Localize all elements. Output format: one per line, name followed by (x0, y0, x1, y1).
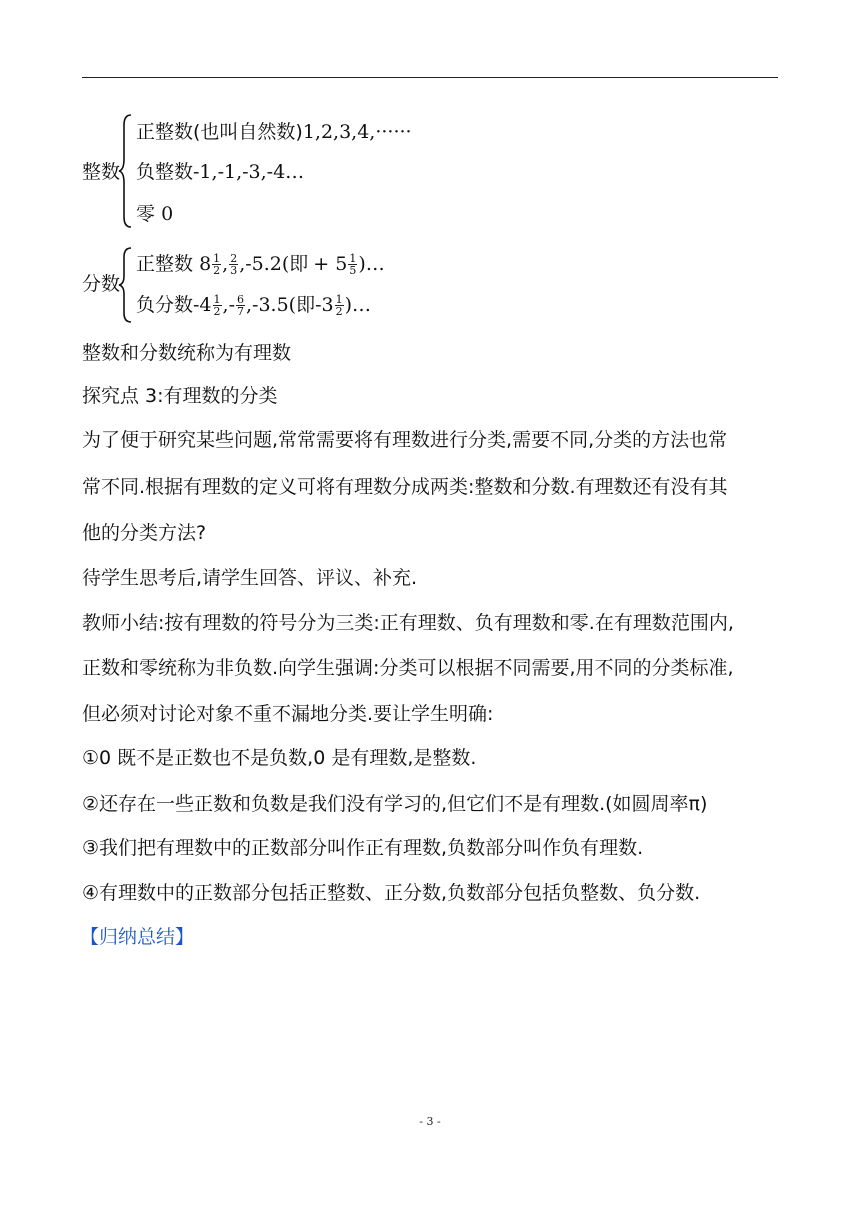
zero-value: 0 (161, 203, 174, 225)
paragraph-intro-line2: 常不同.根据有理数的定义可将有理数分成两类:整数和分数.有理数还有没有其 (82, 476, 728, 498)
positive-fraction-label: 正整数 (136, 253, 194, 275)
list-item-2: ②还存在一些正数和负数是我们没有学习的,但它们不是有理数.(如圆周率π) (82, 793, 708, 815)
negative-fraction-label: 负分数 (136, 294, 194, 316)
integers-line1 (136, 120, 412, 144)
paragraph-intro-line3: 他的分类方法? (82, 522, 207, 544)
fraction-one-half: $\frac{1}{2}$ (213, 252, 221, 277)
fractions-label: 分数 (82, 273, 121, 295)
list-item-3: ③我们把有理数中的正数部分叫作正有理数,负数部分叫作负有理数. (82, 837, 644, 859)
neg-end: )… (344, 294, 372, 316)
fractions-brace (118, 246, 132, 324)
page-number: - 3 - (419, 1115, 441, 1128)
fraction-neg-one-half: $\frac{1}{2}$ (213, 293, 221, 318)
pos-end: )… (358, 253, 385, 275)
negative-integer-label: 负整数 (136, 161, 194, 183)
pos-plus: + 5 (313, 253, 348, 275)
paragraph-summary-line1: 教师小结:按有理数的符号分为三类:正有理数、负有理数和零.在有理数范围内, (82, 612, 734, 634)
fraction-one-fifth: $\frac{1}{5}$ (349, 252, 357, 277)
neg-a-whole: -4 (193, 294, 212, 316)
pos-a-whole: 8 (199, 253, 212, 275)
integers-brace (118, 113, 132, 229)
integers-line3 (136, 202, 173, 226)
header-rule (82, 77, 778, 78)
paragraph-intro-line1: 为了便于研究某些问题,常常需要将有理数进行分类,需要不同,分类的方法也常 (82, 429, 728, 451)
fraction-neg-three-half: $\frac{1}{2}$ (335, 293, 343, 318)
pos-mid-text: ,-5.2(即 (239, 253, 309, 275)
paragraph-summary-line2: 正数和零统称为非负数.向学生强调:分类可以根据不同需要,用不同的分类标准, (82, 657, 734, 679)
fractions-negative-line: 负分数-4 $\frac{1}{2}$ ,- $\frac{6}{7}$ ,-3.5(即-3 $\frac{1}{2}$ )… (136, 293, 372, 318)
paragraph-rational-definition: 整数和分数统称为有理数 (82, 342, 292, 364)
section-heading: 探究点 3:有理数的分类 (82, 385, 278, 407)
integers-label: 整数 (82, 161, 121, 183)
zero-label: 零 (136, 203, 156, 225)
fraction-six-sevenths: $\frac{6}{7}$ (237, 293, 244, 318)
summary-heading: 【归纳总结】 (80, 926, 195, 948)
list-item-4: ④有理数中的正数部分包括正整数、正分数,负数部分包括负整数、负分数. (82, 882, 701, 904)
integers-line2 (136, 160, 304, 184)
negative-integer-examples: -1,-1,-3,-4… (193, 161, 305, 183)
list-item-1: ①0 既不是正数也不是负数,0 是有理数,是整数. (82, 747, 477, 769)
fraction-two-thirds: $\frac{2}{3}$ (230, 252, 238, 277)
fractions-positive-line: 正整数 8 $\frac{1}{2}$ , $\frac{2}{3}$ ,-5.2(即 + 5 $\frac{1}{5}$ )… (136, 252, 385, 277)
positive-integer-examples: 1,2,3,4,······ (302, 121, 412, 143)
paragraph-student-response: 待学生思考后,请学生回答、评议、补充. (82, 567, 418, 589)
paragraph-summary-line3: 但必须对讨论对象不重不漏地分类.要让学生明确: (82, 703, 494, 725)
neg-mid-text: ,-3.5(即-3 (246, 294, 334, 316)
neg-b-sign: - (228, 294, 235, 316)
positive-integer-label: 正整数(也叫自然数) (136, 121, 303, 143)
